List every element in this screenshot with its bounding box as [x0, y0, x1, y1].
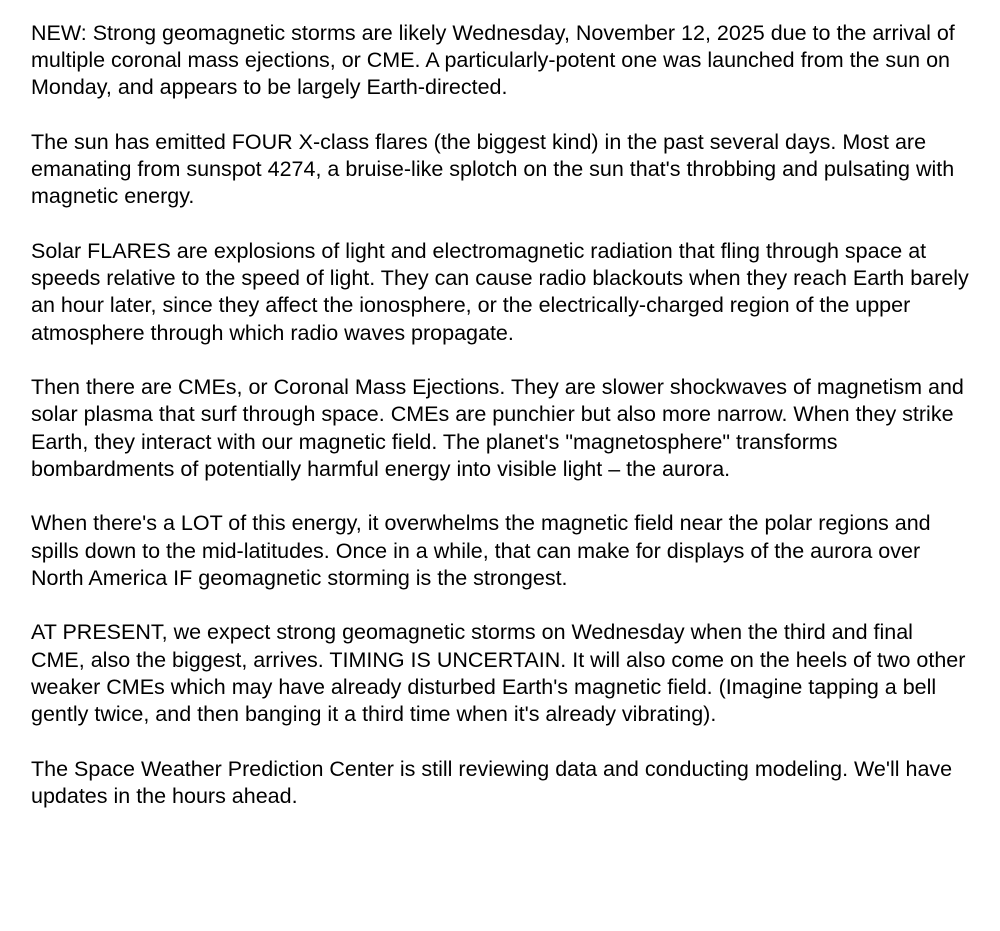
paragraph-energy: When there's a LOT of this energy, it overwhelms the magnetic field near the polar regions and spills down to the mid-latitudes. Once in a while, that can make for displays of the aurora over North America IF geomagnetic storming is the strongest. — [31, 511, 931, 590]
paragraph-solar-flares: Solar FLARES are explosions of light and electromagnetic radiation that fling through space at speeds relative to the speed of light. They can cause radio blackouts when they reach Earth barely an hour later, since they affect the ionosphere, or the electrically-charged region of the upper atmosphere through which radio waves propagate. — [31, 239, 969, 345]
paragraph-intro: NEW: Strong geomagnetic storms are likely Wednesday, November 12, 2025 due to the arrival of multiple coronal mass ejections, or CME. A particularly-potent one was launched from the sun on Monday, and appears to be largely Earth-directed. — [31, 21, 955, 100]
post-body — [31, 20, 971, 837]
paragraph-swpc: The Space Weather Prediction Center is still reviewing data and conducting modeling. We'll have updates in the hours ahead. — [31, 756, 953, 808]
paragraph-at-present: AT PRESENT, we expect strong geomagnetic storms on Wednesday when the third and final CME, also the biggest, arrives. TIMING IS UNCERTAIN. It will also come on the heels of two other weaker CMEs which may have already disturbed Earth's magnetic field. (Imagine tapping a bell gently twice, and then banging it a third time when it's already vibrating). — [31, 620, 966, 727]
paragraph-x-class-flares: The sun has emitted FOUR X-class flares (the biggest kind) in the past several days. Most are emanating from sunspot 4274, a bruise-like splotch on the sun that's throbbing and pulsating with magnetic energy. — [31, 130, 955, 209]
paragraph-cmes: Then there are CMEs, or Coronal Mass Ejections. They are slower shockwaves of magnetism and solar plasma that surf through space. CMEs are punchier but also more narrow. When they strike Earth, they interact with our magnetic field. The planet's "magnetosphere" transforms bombardments of potentially harmful energy into visible light – the aurora. — [31, 375, 964, 481]
